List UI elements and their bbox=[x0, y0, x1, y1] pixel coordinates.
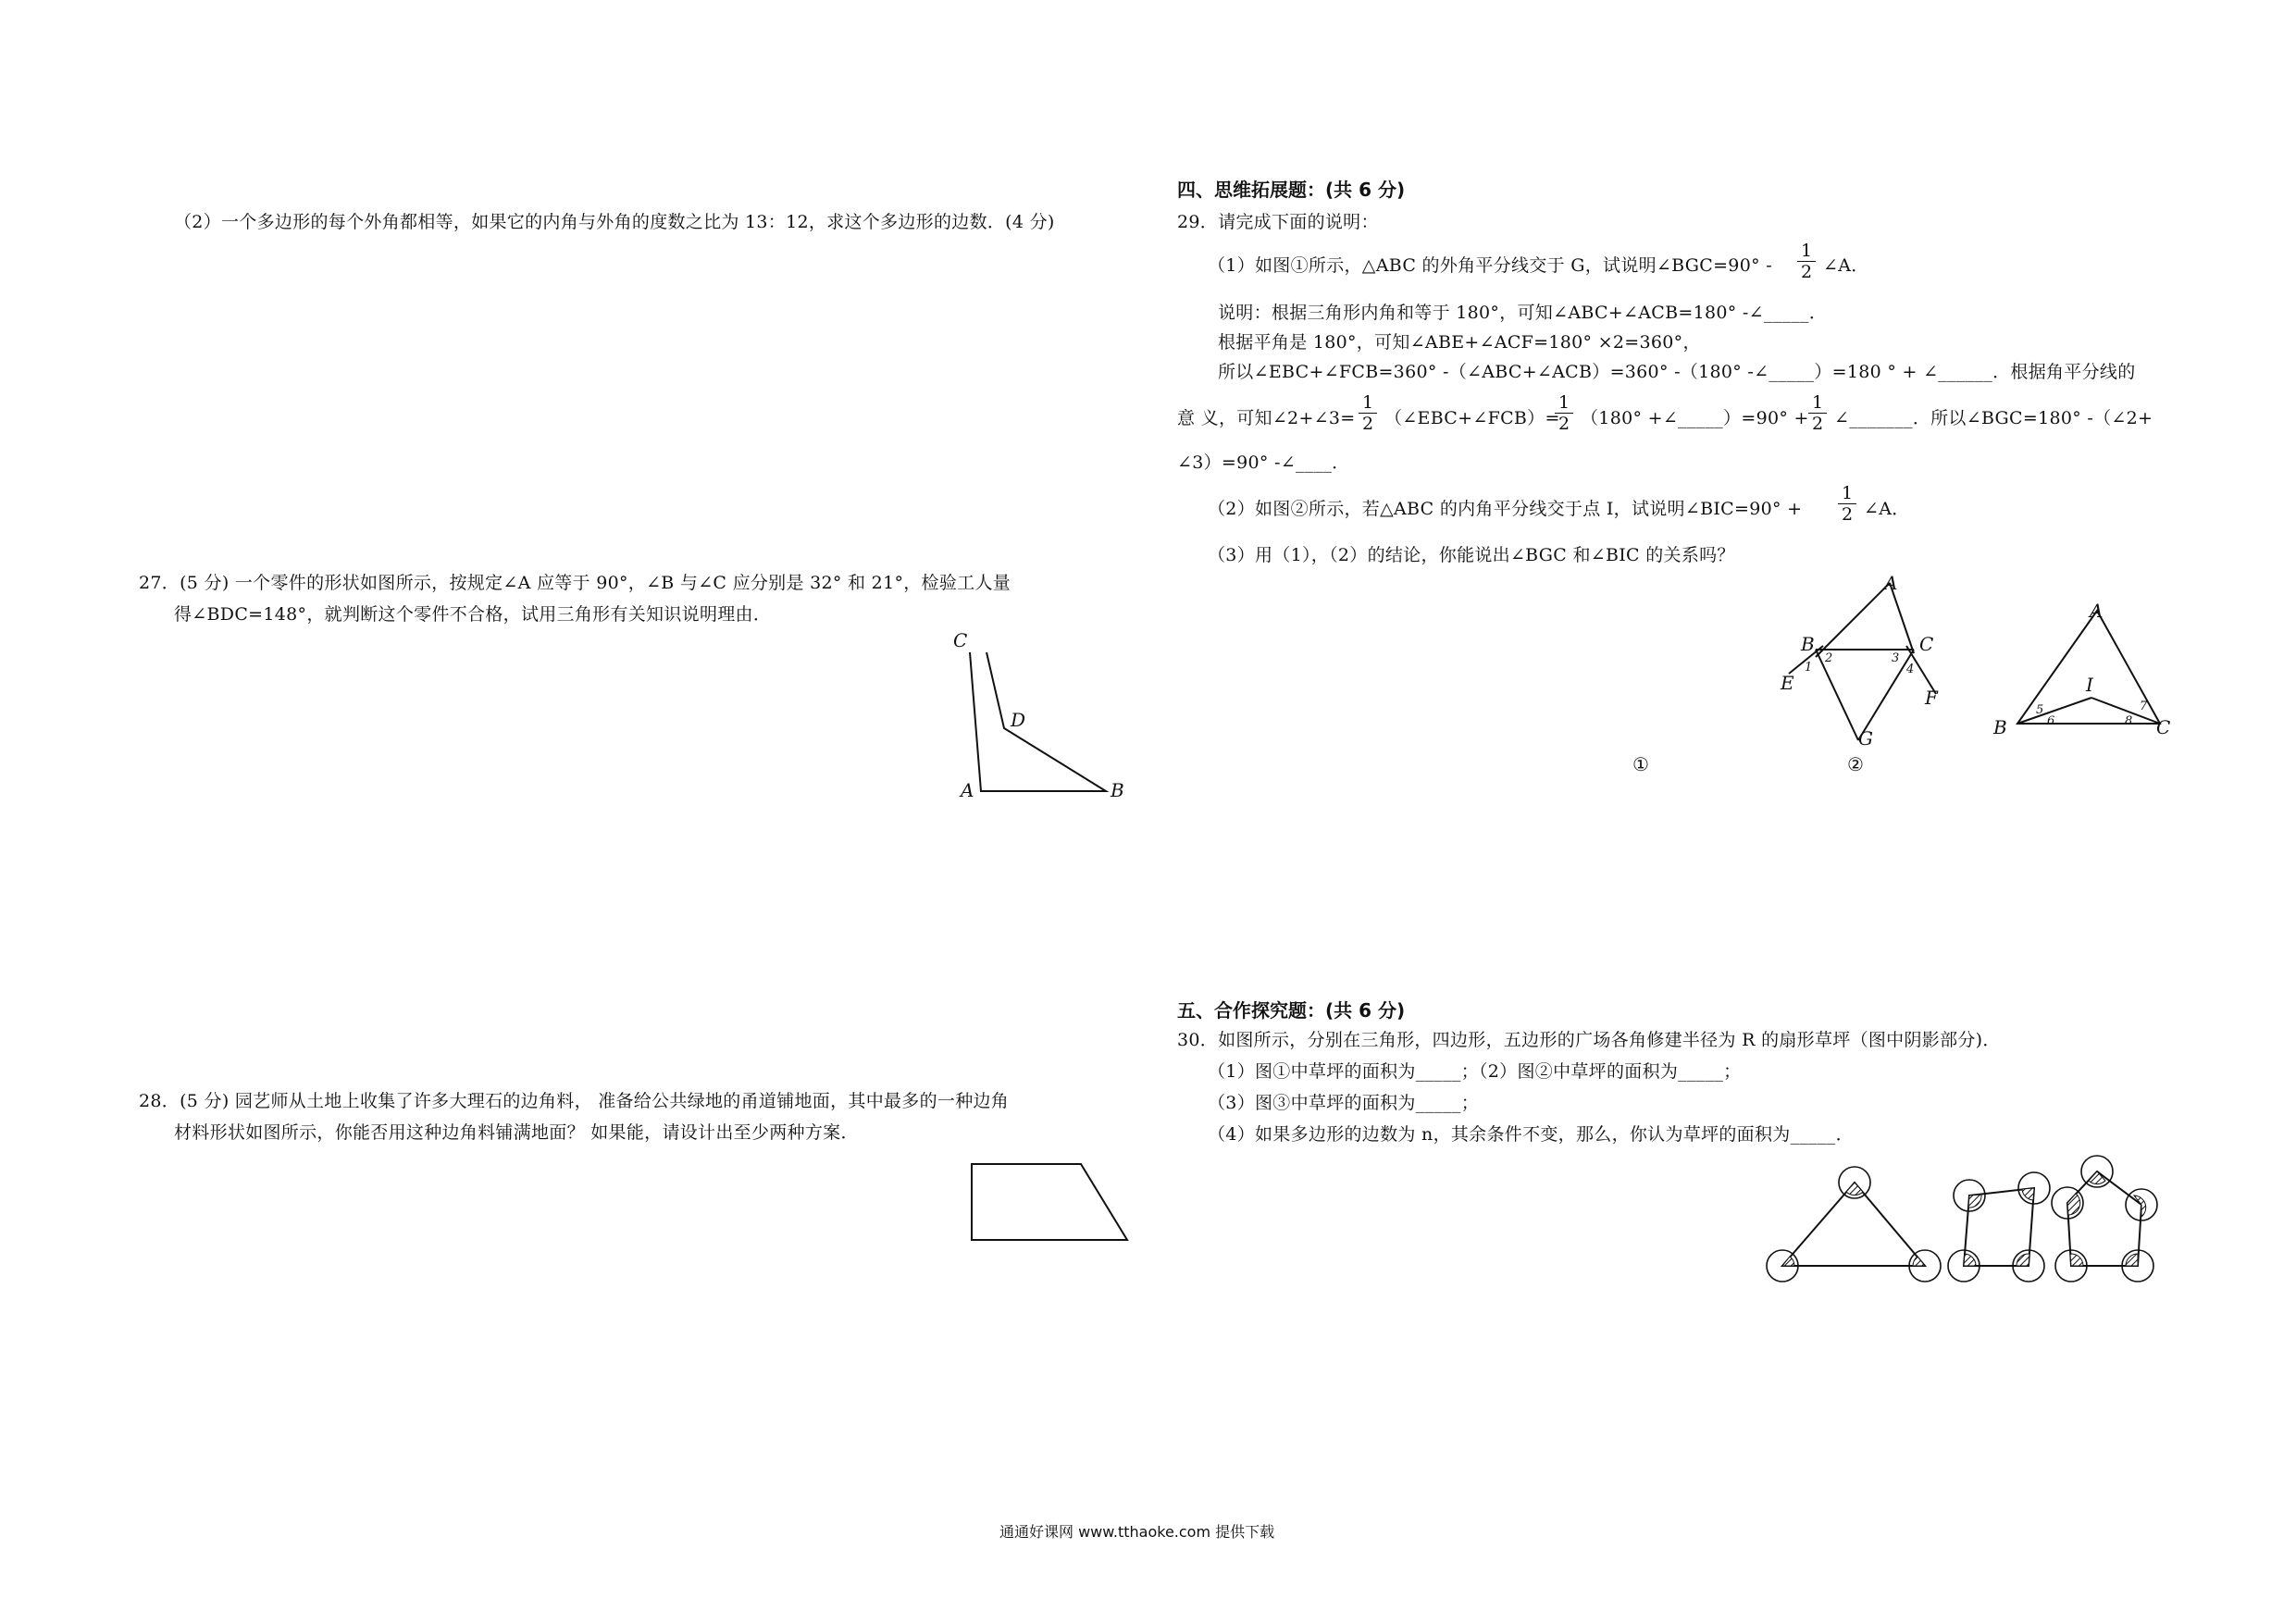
q29-explanation-5: ∠3）=90° -∠____． bbox=[1177, 452, 1350, 473]
q30-part-4: （4）如果多边形的边数为 n，其余条件不变，那么，你认为草坪的面积为_____． bbox=[1208, 1124, 1854, 1145]
q29-explanation-4b: （∠EBC+∠FCB）= bbox=[1384, 408, 1560, 428]
fig2-angle-7: 7 bbox=[2140, 700, 2148, 713]
footer-source: 通通好课网 www.tthaoke.com 提供下载 bbox=[999, 1523, 1275, 1541]
question-27-line-1: 27．(5 分) 一个零件的形状如图所示，按规定∠A 应等于 90°，∠B 与∠C 应分别是 32° 和 21°，检验工人量 bbox=[139, 573, 1011, 593]
q29-explanation-2: 根据平角是 180°，可知∠ABE+∠ACF=180° ×2=360°， bbox=[1218, 332, 1701, 353]
fig2-angle-5: 5 bbox=[2036, 703, 2044, 717]
fig2-label-I: I bbox=[2086, 674, 2093, 696]
q30-parts-1-2: （1）图①中草坪的面积为_____；（2）图②中草坪的面积为_____； bbox=[1208, 1061, 1742, 1082]
label-D: D bbox=[1011, 709, 1026, 731]
trapezoid-figure bbox=[962, 1157, 1138, 1249]
q29-explanation-4a: 意 义，可知∠2+∠3= bbox=[1177, 408, 1356, 428]
fraction-half: $\frac{1}{2}$ bbox=[1808, 392, 1827, 434]
fraction-half: $\frac{1}{2}$ bbox=[1797, 241, 1816, 282]
q30-part-3: （3）图③中草坪的面积为_____； bbox=[1208, 1093, 1479, 1113]
part-shape-figure bbox=[944, 629, 1148, 796]
q29-part-1-end: ∠A． bbox=[1823, 255, 1869, 276]
fig1-angle-3: 3 bbox=[1892, 651, 1900, 665]
label-A: A bbox=[961, 779, 974, 801]
lawn-polygons-figure bbox=[1758, 1147, 2184, 1295]
fig2-angle-8: 8 bbox=[2125, 714, 2133, 728]
fig1-angle-1: 1 bbox=[1805, 661, 1813, 675]
fig2-label-B: B bbox=[1993, 716, 2007, 738]
fig1-angle-2: 2 bbox=[1825, 651, 1833, 665]
q29-explanation-4c: （180° +∠_____）=90° + bbox=[1581, 408, 1809, 428]
q29-explanation-3: 所以∠EBC+∠FCB=360° -（∠ABC+∠ACB）=360° -（180° -∠_____）=180 ° + ∠______．根据角平分线的 bbox=[1218, 362, 2136, 382]
section-5-title: 五、合作探究题：(共 6 分) bbox=[1177, 999, 1406, 1022]
triangle-lawn bbox=[1767, 1167, 1941, 1282]
fraction-half: $\frac{1}{2}$ bbox=[1359, 392, 1377, 434]
q29-part-3: （3）用（1），（2）的结论，你能说出∠BGC 和∠BIC 的关系吗？ bbox=[1208, 545, 1735, 565]
fig2-label-C: C bbox=[2156, 716, 2171, 738]
quadrilateral-lawn bbox=[1948, 1172, 2050, 1282]
label-C: C bbox=[953, 629, 968, 651]
fig1-label-A: A bbox=[1884, 572, 1898, 594]
q29-explanation-1: 说明：根据三角形内角和等于 180°，可知∠ABC+∠ACB=180° -∠_____． bbox=[1218, 303, 1828, 323]
fig1-label-B: B bbox=[1801, 633, 1815, 655]
figure-2-caption: ② bbox=[1847, 753, 1865, 775]
question-28-line-1: 28．(5 分) 园艺师从土地上收集了许多大理石的边角料， 准备给公共绿地的甬道铺地面，其中最多的一种边角 bbox=[139, 1091, 1010, 1111]
fig1-label-G: G bbox=[1858, 727, 1873, 750]
label-B: B bbox=[1111, 779, 1124, 801]
question-27-line-2: 得∠BDC=148°，就判断这个零件不合格，试用三角形有关知识说明理由． bbox=[174, 604, 772, 625]
fig1-angle-4: 4 bbox=[1906, 663, 1915, 676]
question-29: 29．请完成下面的说明： bbox=[1177, 212, 1379, 232]
section-4-title: 四、思维拓展题：(共 6 分) bbox=[1177, 179, 1406, 201]
q29-part-2: （2）如图②所示，若△ABC 的内角平分线交于点 I，试说明∠BIC=90° + bbox=[1208, 499, 1803, 519]
pentagon-lawn bbox=[2052, 1156, 2157, 1282]
q29-part-2-end: ∠A． bbox=[1864, 499, 1910, 519]
question-28-line-2: 材料形状如图所示，你能否用这种边角料铺满地面？ 如果能，请设计出至少两种方案． bbox=[174, 1122, 859, 1143]
fig2-label-A: A bbox=[2090, 600, 2104, 622]
fig2-angle-6: 6 bbox=[2047, 714, 2055, 728]
figure-1-caption: ① bbox=[1632, 753, 1650, 775]
fig1-label-C: C bbox=[1919, 633, 1934, 655]
q29-explanation-4d: ∠_______．所以∠BGC=180° -（∠2+ bbox=[1834, 408, 2153, 428]
question-30: 30．如图所示，分别在三角形，四边形，五边形的广场各角修建半径为 R 的扇形草坪（图中阴影部分)． bbox=[1177, 1030, 2001, 1050]
fraction-half: $\frac{1}{2}$ bbox=[1555, 392, 1573, 434]
question-26-part-2: （2）一个多边形的每个外角都相等，如果它的内角与外角的度数之比为 13：12，求这个多边形的边数．(4 分) bbox=[174, 212, 1055, 232]
q29-part-1: （1）如图①所示，△ABC 的外角平分线交于 G，试说明∠BGC=90° - bbox=[1208, 255, 1772, 276]
fig1-label-F: F bbox=[1925, 687, 1938, 709]
fraction-half: $\frac{1}{2}$ bbox=[1838, 483, 1856, 525]
fig1-label-E: E bbox=[1781, 672, 1794, 694]
